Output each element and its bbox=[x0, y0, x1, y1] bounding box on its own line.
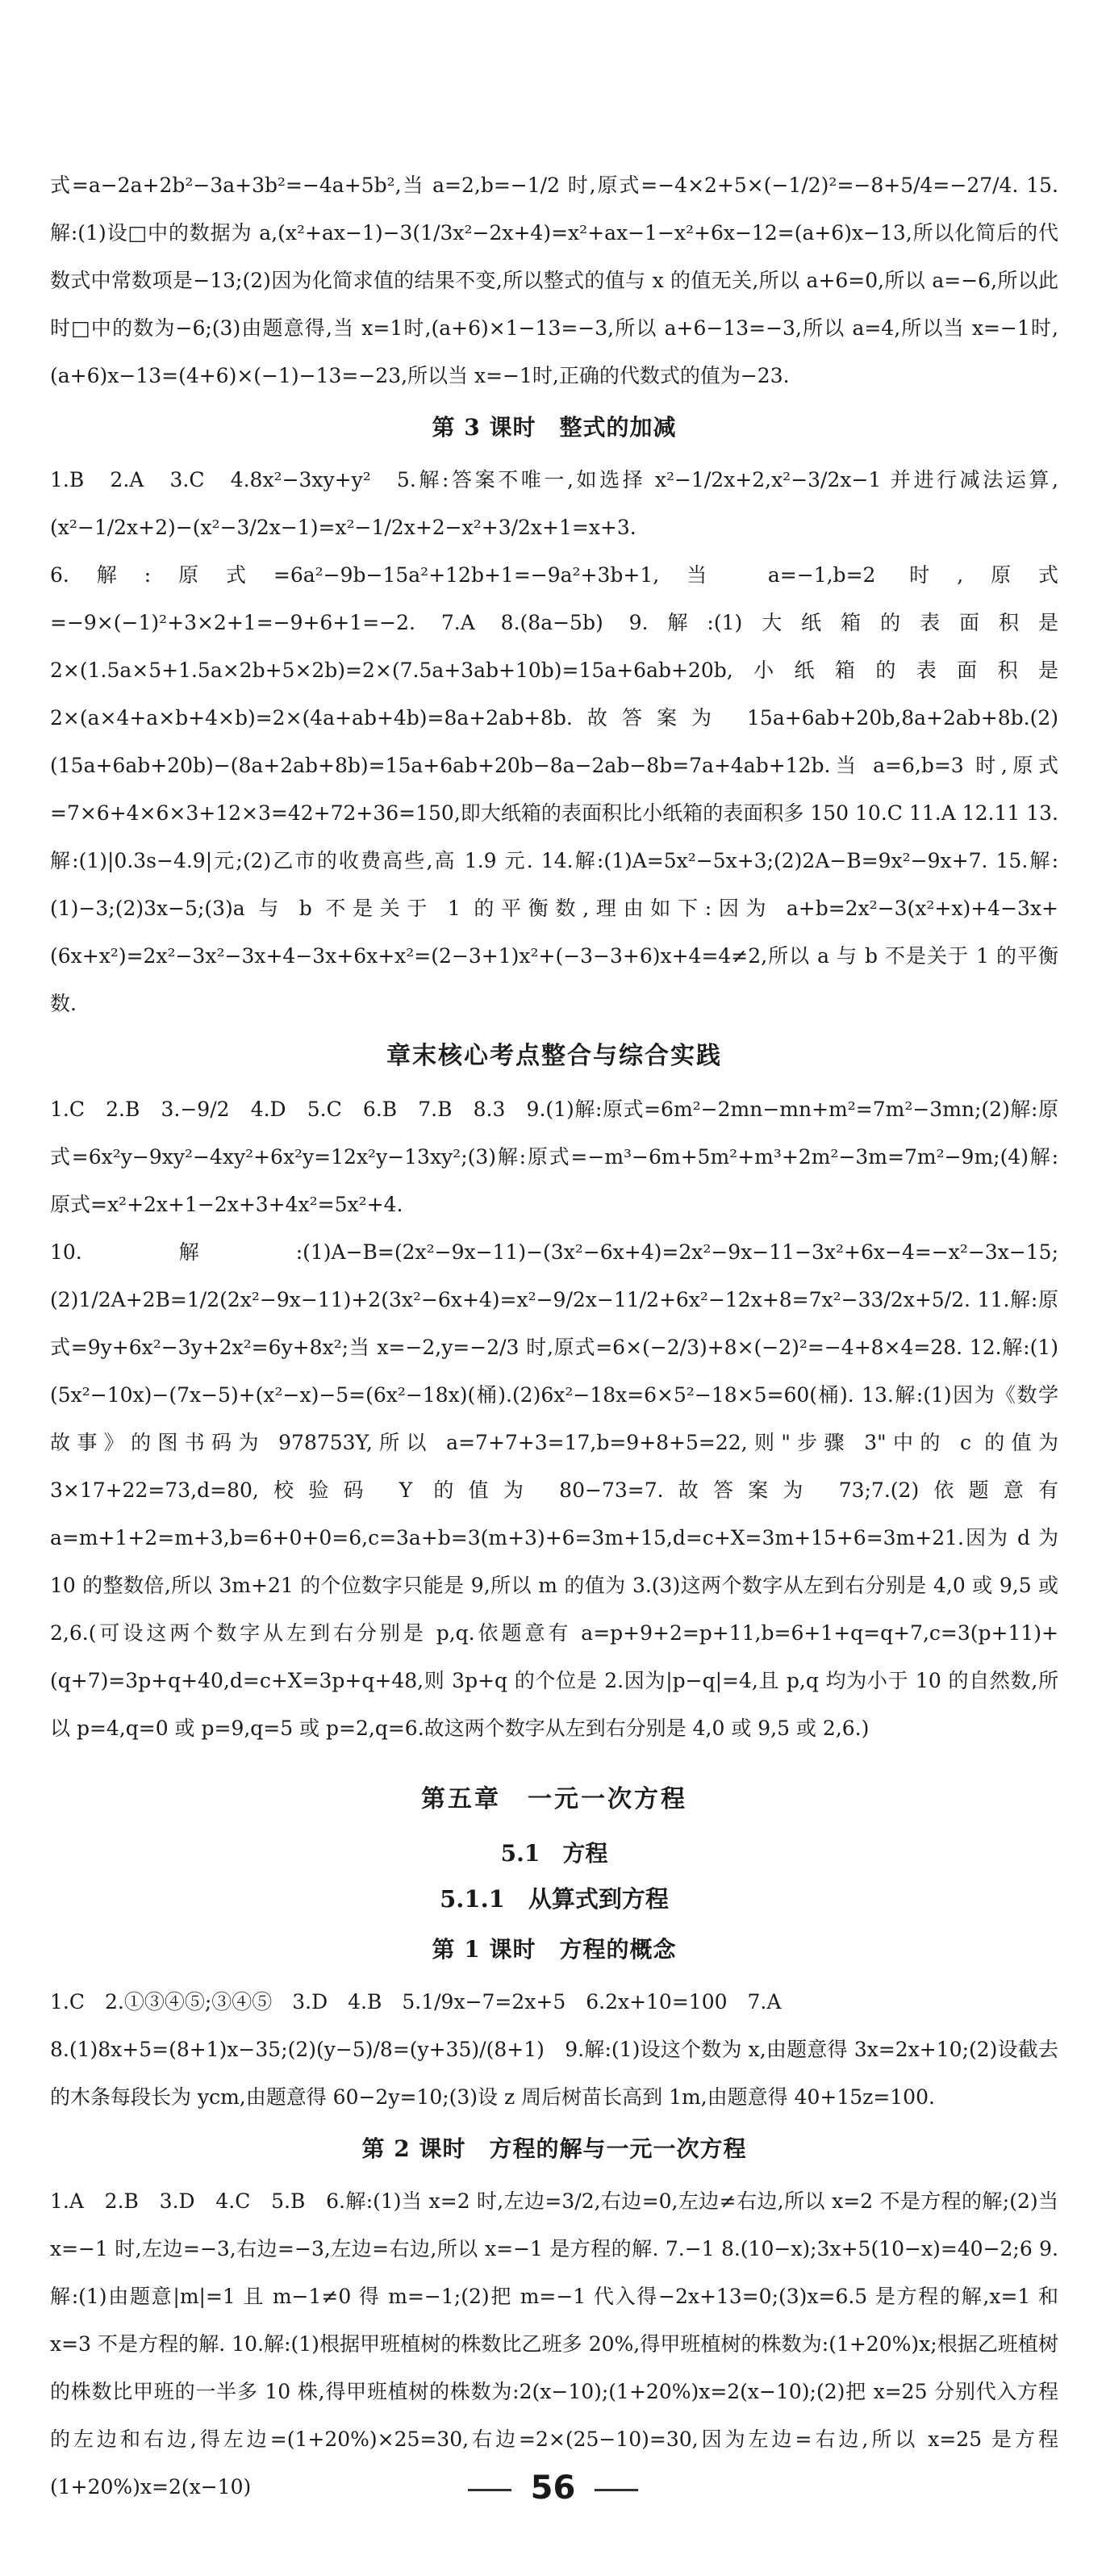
lesson-heading: 第 2 课时 方程的解与一元一次方程 bbox=[361, 2135, 747, 2162]
paragraph: 1.B 2.A 3.C 4.8x²−3xy+y² 5.解:答案不唯一,如选择 x²−1/2x+2,x²−3/2x−1 并进行减法运算,(x²−1/2x+2)−(x²−3/2x−1)=x²−1/2x+2−x²+3/2x+1=x+3. bbox=[50, 468, 1058, 539]
paragraph: 8.(1)8x+5=(8+1)x−35;(2)(y−5)/8=(y+35)/(8+1) 9.解:(1)设这个数为 x,由题意得 3x=2x+10;(2)设截去的木条每段长为 ycm,由题意得 60−2y=10;(3)设 z 周后树苗长高到 1m,由题意得 40+15z=100. bbox=[50, 2038, 1058, 2109]
lesson-heading: 第 1 课时 方程的概念 bbox=[432, 1936, 677, 1963]
footer-dash-right bbox=[595, 2489, 638, 2491]
footer-dash-left bbox=[468, 2489, 511, 2491]
paragraph: 1.A 2.B 3.D 4.C 5.B 6.解:(1)当 x=2 时,左边=3/2,右边=0,左边≠右边,所以 x=2 不是方程的解;(2)当 x=−1 时,左边=−3,右边=−3,左边=右边,所以 x=−1 是方程的解. 7.−1 8.(10−x);3x+5(10−x)=40−2;6 9.解:(1)由题意|m|=1 且 m−1≠0 得 m=−1;(2)把 m=−1 代入得−2x+13=0;(3)x=6.5 是方程的解,x=1 和 x=3 不是方程的解. 10.解:(1)根据甲班植树的株数比乙班多 20%,得甲班植树的株数为:(1+20%)x;根据乙班植树的株数比甲班的一半多 10 株,得甲班植树的株数为:2(x−10);(1+20%)x=2(x−10);(2)把 x=25 分别代入方程的左边和右边,得左边=(1+20%)×25=30,右边=2×(25−10)=30,因为左边=右边,所以 x=25 是方程(1+20%)x=2(x−10) bbox=[50, 2189, 1058, 2499]
paragraph: 式=a−2a+2b²−3a+3b²=−4a+5b²,当 a=2,b=−1/2 时,原式=−4×2+5×(−1/2)²=−8+5/4=−27/4. 15.解:(1)设□中的数据为 a,(x²+ax−1)−3(1/3x²−2x+4)=x²+ax−1−x²+6x−12=(a+6)x−13,所以化简后的代数式中常数项是−13;(2)因为化简求值的结果不变,所以整式的值与 x 的值无关,所以 a+6=0,所以 a=−6,所以此时□中的数为−6;(3)由题意得,当 x=1时,(a+6)×1−13=−3,所以 a+6−13=−3,所以 a=4,所以当 x=−1时,(a+6)x−13=(4+6)×(−1)−13=−23,所以当 x=−1时,正确的代数式的值为−23. bbox=[50, 174, 1058, 387]
section-heading: 5.1 方程 bbox=[500, 1840, 608, 1867]
paragraph: 6.解:原式=6a²−9b−15a²+12b+1=−9a²+3b+1,当 a=−1,b=2 时,原式=−9×(−1)²+3×2+1=−9+6+1=−2. 7.A 8.(8a−5b) 9.解:(1)大纸箱的表面积是 2×(1.5a×5+1.5a×2b+5×2b)=2×(7.5a+3ab+10b)=15a+6ab+20b,小纸箱的表面积是 2×(a×4+a×b+4×b)=2×(4a+ab+4b)=8a+2ab+8b.故答案为 15a+6ab+20b,8a+2ab+8b.(2)(15a+6ab+20b)−(8a+2ab+8b)=15a+6ab+20b−8a−2ab−8b=7a+4ab+12b.当 a=6,b=3 时,原式=7×6+4×6×3+12×3=42+72+36=150,即大纸箱的表面积比小纸箱的表面积多 150 10.C 11.A 12.11 13.解:(1)|0.3s−4.9|元;(2)乙市的收费高些,高 1.9 元. 14.解:(1)A=5x²−5x+3;(2)2A−B=9x²−9x+7. 15.解:(1)−3;(2)3x−5;(3)a 与 b 不是关于 1 的平衡数,理由如下:因为 a+b=2x²−3(x²+x)+4−3x+(6x+x²)=2x²−3x²−3x+4−3x+6x+x²=(2−3+1)x²+(−3−3+6)x+4=4≠2,所以 a 与 b 不是关于 1 的平衡数. bbox=[50, 563, 1058, 1015]
summary-heading: 章末核心考点整合与综合实践 bbox=[386, 1042, 722, 1070]
paragraph: 1.C 2.①③④⑤;③④⑤ 3.D 4.B 5.1/9x−7=2x+5 6.2x+10=100 7.A bbox=[50, 1990, 782, 2014]
lesson-heading: 第 3 课时 整式的加减 bbox=[432, 414, 677, 441]
chapter-heading: 第五章 一元一次方程 bbox=[421, 1785, 687, 1813]
answer-content bbox=[50, 161, 1058, 2511]
paragraph: 10.解:(1)A−B=(2x²−9x−11)−(3x²−6x+4)=2x²−9x−11−3x²+6x−4=−x²−3x−15;(2)1/2A+2B=1/2(2x²−9x−11)+2(3x²−6x+4)=x²−9/2x−11/2+6x²−12x+8=7x²−33/2x+5/2. 11.解:原式=9y+6x²−3y+2x²=6y+8x²;当 x=−2,y=−2/3 时,原式=6×(−2/3)+8×(−2)²=−4+8×4=28. 12.解:(1)(5x²−10x)−(7x−5)+(x²−x)−5=(6x²−18x)(桶).(2)6x²−18x=6×5²−18×5=60(桶). 13.解:(1)因为《数学故事》的图书码为 978753Y,所以 a=7+7+3=17,b=9+8+5=22,则"步骤 3"中的 c 的值为 3×17+22=73,d=80,校验码 Y 的值为 80−73=7.故答案为 73;7.(2)依题意有 a=m+1+2=m+3,b=6+0+0=6,c=3a+b=3(m+3)+6=3m+15,d=c+X=3m+15+6=3m+21.因为 d 为 10 的整数倍,所以 3m+21 的个位数字只能是 9,所以 m 的值为 3.(3)这两个数字从左到右分别是 4,0 或 9,5 或 2,6.(可设这两个数字从左到右分别是 p,q.依题意有 a=p+9+2=p+11,b=6+1+q=q+7,c=3(p+11)+(q+7)=3p+q+40,d=c+X=3p+q+48,则 3p+q 的个位是 2.因为|p−q|=4,且 p,q 均为小于 10 的自然数,所以 p=4,q=0 或 p=9,q=5 或 p=2,q=6.故这两个数字从左到右分别是 4,0 或 9,5 或 2,6.) bbox=[50, 1240, 1058, 1740]
page-footer bbox=[0, 2469, 1106, 2507]
page-number: 56 bbox=[530, 2469, 576, 2507]
subsection-heading: 5.1.1 从算式到方程 bbox=[440, 1885, 669, 1913]
paragraph: 1.C 2.B 3.−9/2 4.D 5.C 6.B 7.B 8.3 9.(1)解:原式=6m²−2mn−mn+m²=7m²−3mn;(2)解:原式=6x²y−9xy²−4xy²+6x²y=12x²y−13xy²;(3)解:原式=−m³−6m+5m²+m³+2m²−3m=7m²−9m;(4)解:原式=x²+2x+1−2x+3+4x²=5x²+4. bbox=[50, 1098, 1058, 1216]
